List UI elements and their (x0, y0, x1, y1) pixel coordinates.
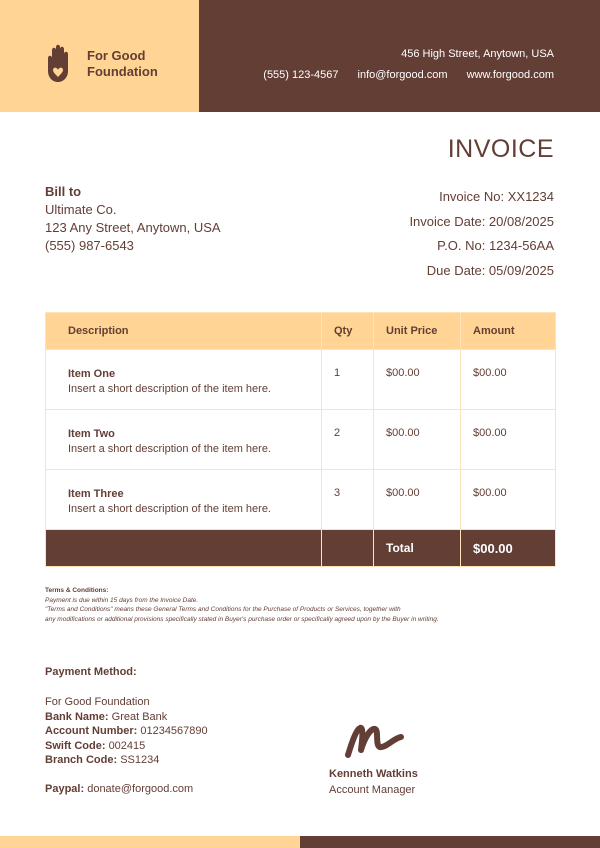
swift-code-label: Swift Code: (45, 739, 106, 752)
invoice-date: Invoice Date: 20/08/2025 (409, 213, 554, 229)
col-header-qty: Qty (322, 313, 374, 350)
item-unit-price: $00.00 (374, 470, 461, 530)
bank-name-line (45, 710, 208, 725)
terms-block (45, 586, 439, 624)
footer-right-bar (300, 836, 600, 848)
total-value: $00.00 (461, 530, 556, 567)
bill-to-heading: Bill to (45, 184, 82, 199)
item-desc: Insert a short description of the item here. (68, 383, 271, 395)
item-desc: Insert a short description of the item here. (68, 443, 271, 455)
branch-code-line (45, 753, 208, 768)
header-address: 456 High Street, Anytown, USA (401, 48, 554, 60)
invoice-meta (409, 185, 554, 283)
footer-left-bar (0, 836, 300, 848)
signer-role: Account Manager (329, 784, 416, 796)
terms-line: "Terms and Conditions" means these General Terms and Conditions for the Purchase of Products or Services, together with (45, 606, 401, 613)
account-number-line (45, 724, 208, 739)
terms-line: any modifications or additional provisions specifically stated in Buyer's purchase order or specifically agreed upon by the Buyer in writing. (45, 615, 439, 623)
org-name: For Good Foundation (87, 48, 158, 79)
bill-to-name: Ultimate Co. (45, 202, 117, 217)
invoice-number: Invoice No: XX1234 (439, 189, 554, 204)
item-description-cell (46, 470, 322, 530)
item-amount: $00.00 (461, 470, 556, 530)
branch-code-value: SS1234 (120, 754, 160, 767)
item-name: Item Three (68, 488, 124, 500)
item-desc: Insert a short description of the item here. (68, 503, 271, 515)
item-description-cell (46, 350, 322, 410)
col-header-description: Description (46, 313, 322, 350)
total-spacer (322, 530, 374, 567)
table-row (46, 470, 556, 530)
table-header-row (46, 313, 556, 350)
item-name: Item One (68, 368, 116, 380)
invoice-title: INVOICE (447, 135, 554, 163)
account-number-label: Account Number: (45, 725, 138, 738)
terms-line: Payment is due within 15 days from the Invoice Date. (45, 596, 199, 604)
po-number: P.O. No: 1234-56AA (437, 238, 554, 253)
item-amount: $00.00 (461, 410, 556, 470)
paypal-line (45, 783, 193, 795)
swift-code-value: 002415 (108, 739, 146, 752)
bill-to-phone: (555) 987-6543 (45, 238, 134, 253)
item-qty: 1 (322, 350, 374, 410)
swift-code-line (45, 739, 208, 754)
table-row (46, 350, 556, 410)
account-number-value: 01234567890 (140, 725, 208, 738)
payment-method-title: Payment Method: (45, 666, 137, 678)
header-email[interactable]: info@forgood.com (357, 69, 448, 81)
item-qty: 2 (322, 410, 374, 470)
items-table (45, 312, 556, 567)
paypal-label: Paypal: (45, 783, 85, 795)
total-label: Total (374, 530, 461, 567)
item-qty: 3 (322, 470, 374, 530)
payment-details (45, 695, 208, 768)
item-unit-price: $00.00 (374, 410, 461, 470)
due-date: Due Date: 05/09/2025 (426, 262, 554, 278)
bill-to-block (45, 183, 221, 255)
col-header-unit-price: Unit Price (374, 313, 461, 350)
bank-name-label: Bank Name: (45, 710, 109, 723)
branch-code-label: Branch Code: (45, 754, 118, 767)
item-amount: $00.00 (461, 350, 556, 410)
payment-org: For Good Foundation (45, 696, 150, 708)
signer-name: Kenneth Watkins (329, 768, 418, 780)
terms-heading: Terms & Conditions: (45, 587, 109, 594)
header-contacts (263, 69, 554, 81)
bank-name-value: Great Bank (111, 710, 168, 723)
item-unit-price: $00.00 (374, 350, 461, 410)
header-phone: (555) 123-4567 (263, 69, 339, 81)
paypal-value[interactable]: donate@forgood.com (87, 783, 194, 795)
header-website[interactable]: www.forgood.com (466, 69, 554, 81)
total-row (46, 530, 556, 567)
hand-heart-icon (44, 44, 78, 84)
signature-mark (344, 720, 404, 760)
bill-to-address: 123 Any Street, Anytown, USA (45, 220, 221, 235)
total-spacer (46, 530, 322, 567)
item-name: Item Two (68, 428, 115, 440)
item-description-cell (46, 410, 322, 470)
col-header-amount: Amount (461, 313, 556, 350)
table-row (46, 410, 556, 470)
